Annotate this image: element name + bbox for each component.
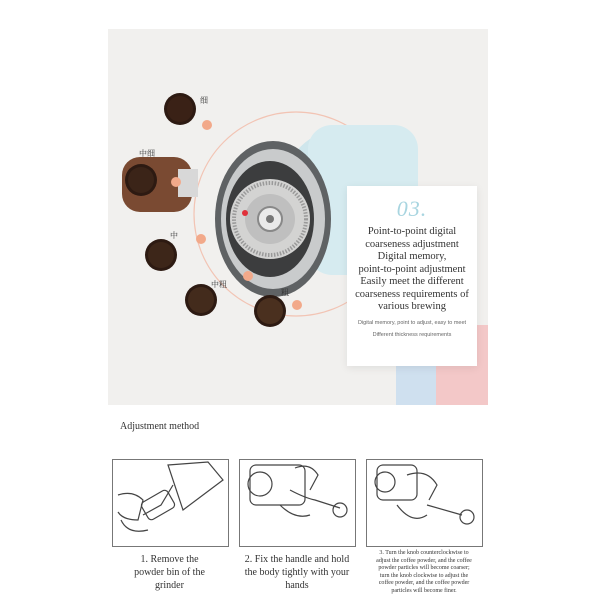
- step-2-illustration: [239, 459, 356, 547]
- feature-title-line: coarseness requirements of: [355, 288, 469, 300]
- caption-line: 3. Turn the knob counterclockwise to: [379, 550, 469, 556]
- feature-title-line: Digital memory,: [377, 251, 447, 262]
- feature-subtitle: [347, 320, 477, 339]
- caption-line: the body tightly with your: [244, 567, 350, 578]
- step-2-caption: [232, 553, 362, 592]
- caption-line: 1. Remove the: [140, 554, 199, 565]
- coffee-sample-coarse: [254, 295, 286, 327]
- step-1-caption: [112, 553, 227, 592]
- step-3-illustration: [366, 459, 483, 547]
- grind-label-fine: 细: [200, 96, 208, 105]
- step-1-illustration: [112, 459, 229, 547]
- coffee-sample-medium: [145, 239, 177, 271]
- feature-title-line: various brewing: [378, 301, 446, 312]
- feature-title-line: Point-to-point digital: [367, 226, 457, 237]
- hold-body-illustration: [240, 460, 355, 546]
- grind-label-coarse: 粗: [281, 288, 289, 297]
- coffee-sample-fine: [164, 93, 196, 125]
- caption-line: adjust the coffee powder, and the coffee: [376, 557, 472, 564]
- feature-title-line: point-to-point adjustment: [358, 263, 466, 275]
- feature-title: [351, 226, 473, 314]
- coffee-sample-medium-fine: [125, 164, 157, 196]
- feature-subtitle-line: Digital memory, point to adjust, easy to meet: [357, 319, 467, 326]
- caption-line: grinder: [155, 580, 184, 591]
- feature-number: 03.: [396, 196, 428, 221]
- feature-subtitle-line: Different thickness requirements: [372, 331, 452, 338]
- feature-card: [347, 186, 477, 366]
- feature-title-line: Easily meet the different: [360, 276, 464, 287]
- step-3-caption: [362, 550, 486, 596]
- remove-bin-illustration: [113, 460, 228, 546]
- caption-line: particles will become finer.: [391, 587, 457, 594]
- caption-line: turn the knob clockwise to adjust the: [379, 572, 469, 579]
- section-title: Adjustment method: [120, 421, 200, 432]
- caption-line: 2. Fix the handle and hold: [244, 554, 350, 565]
- turn-knob-illustration: [367, 460, 482, 546]
- caption-line: powder particles will become coarser;: [378, 565, 470, 572]
- grind-label-medium-coarse: 中粗: [211, 280, 227, 289]
- decor-blue-block: [396, 365, 436, 405]
- caption-line: powder bin of the: [134, 567, 205, 578]
- feature-title-line: coarseness adjustment: [365, 238, 459, 250]
- grind-label-medium-fine: 中细: [139, 149, 155, 158]
- caption-line: hands: [285, 580, 309, 591]
- grind-label-medium: 中: [170, 231, 178, 240]
- caption-line: coffee powder, and the coffee powder: [378, 580, 470, 587]
